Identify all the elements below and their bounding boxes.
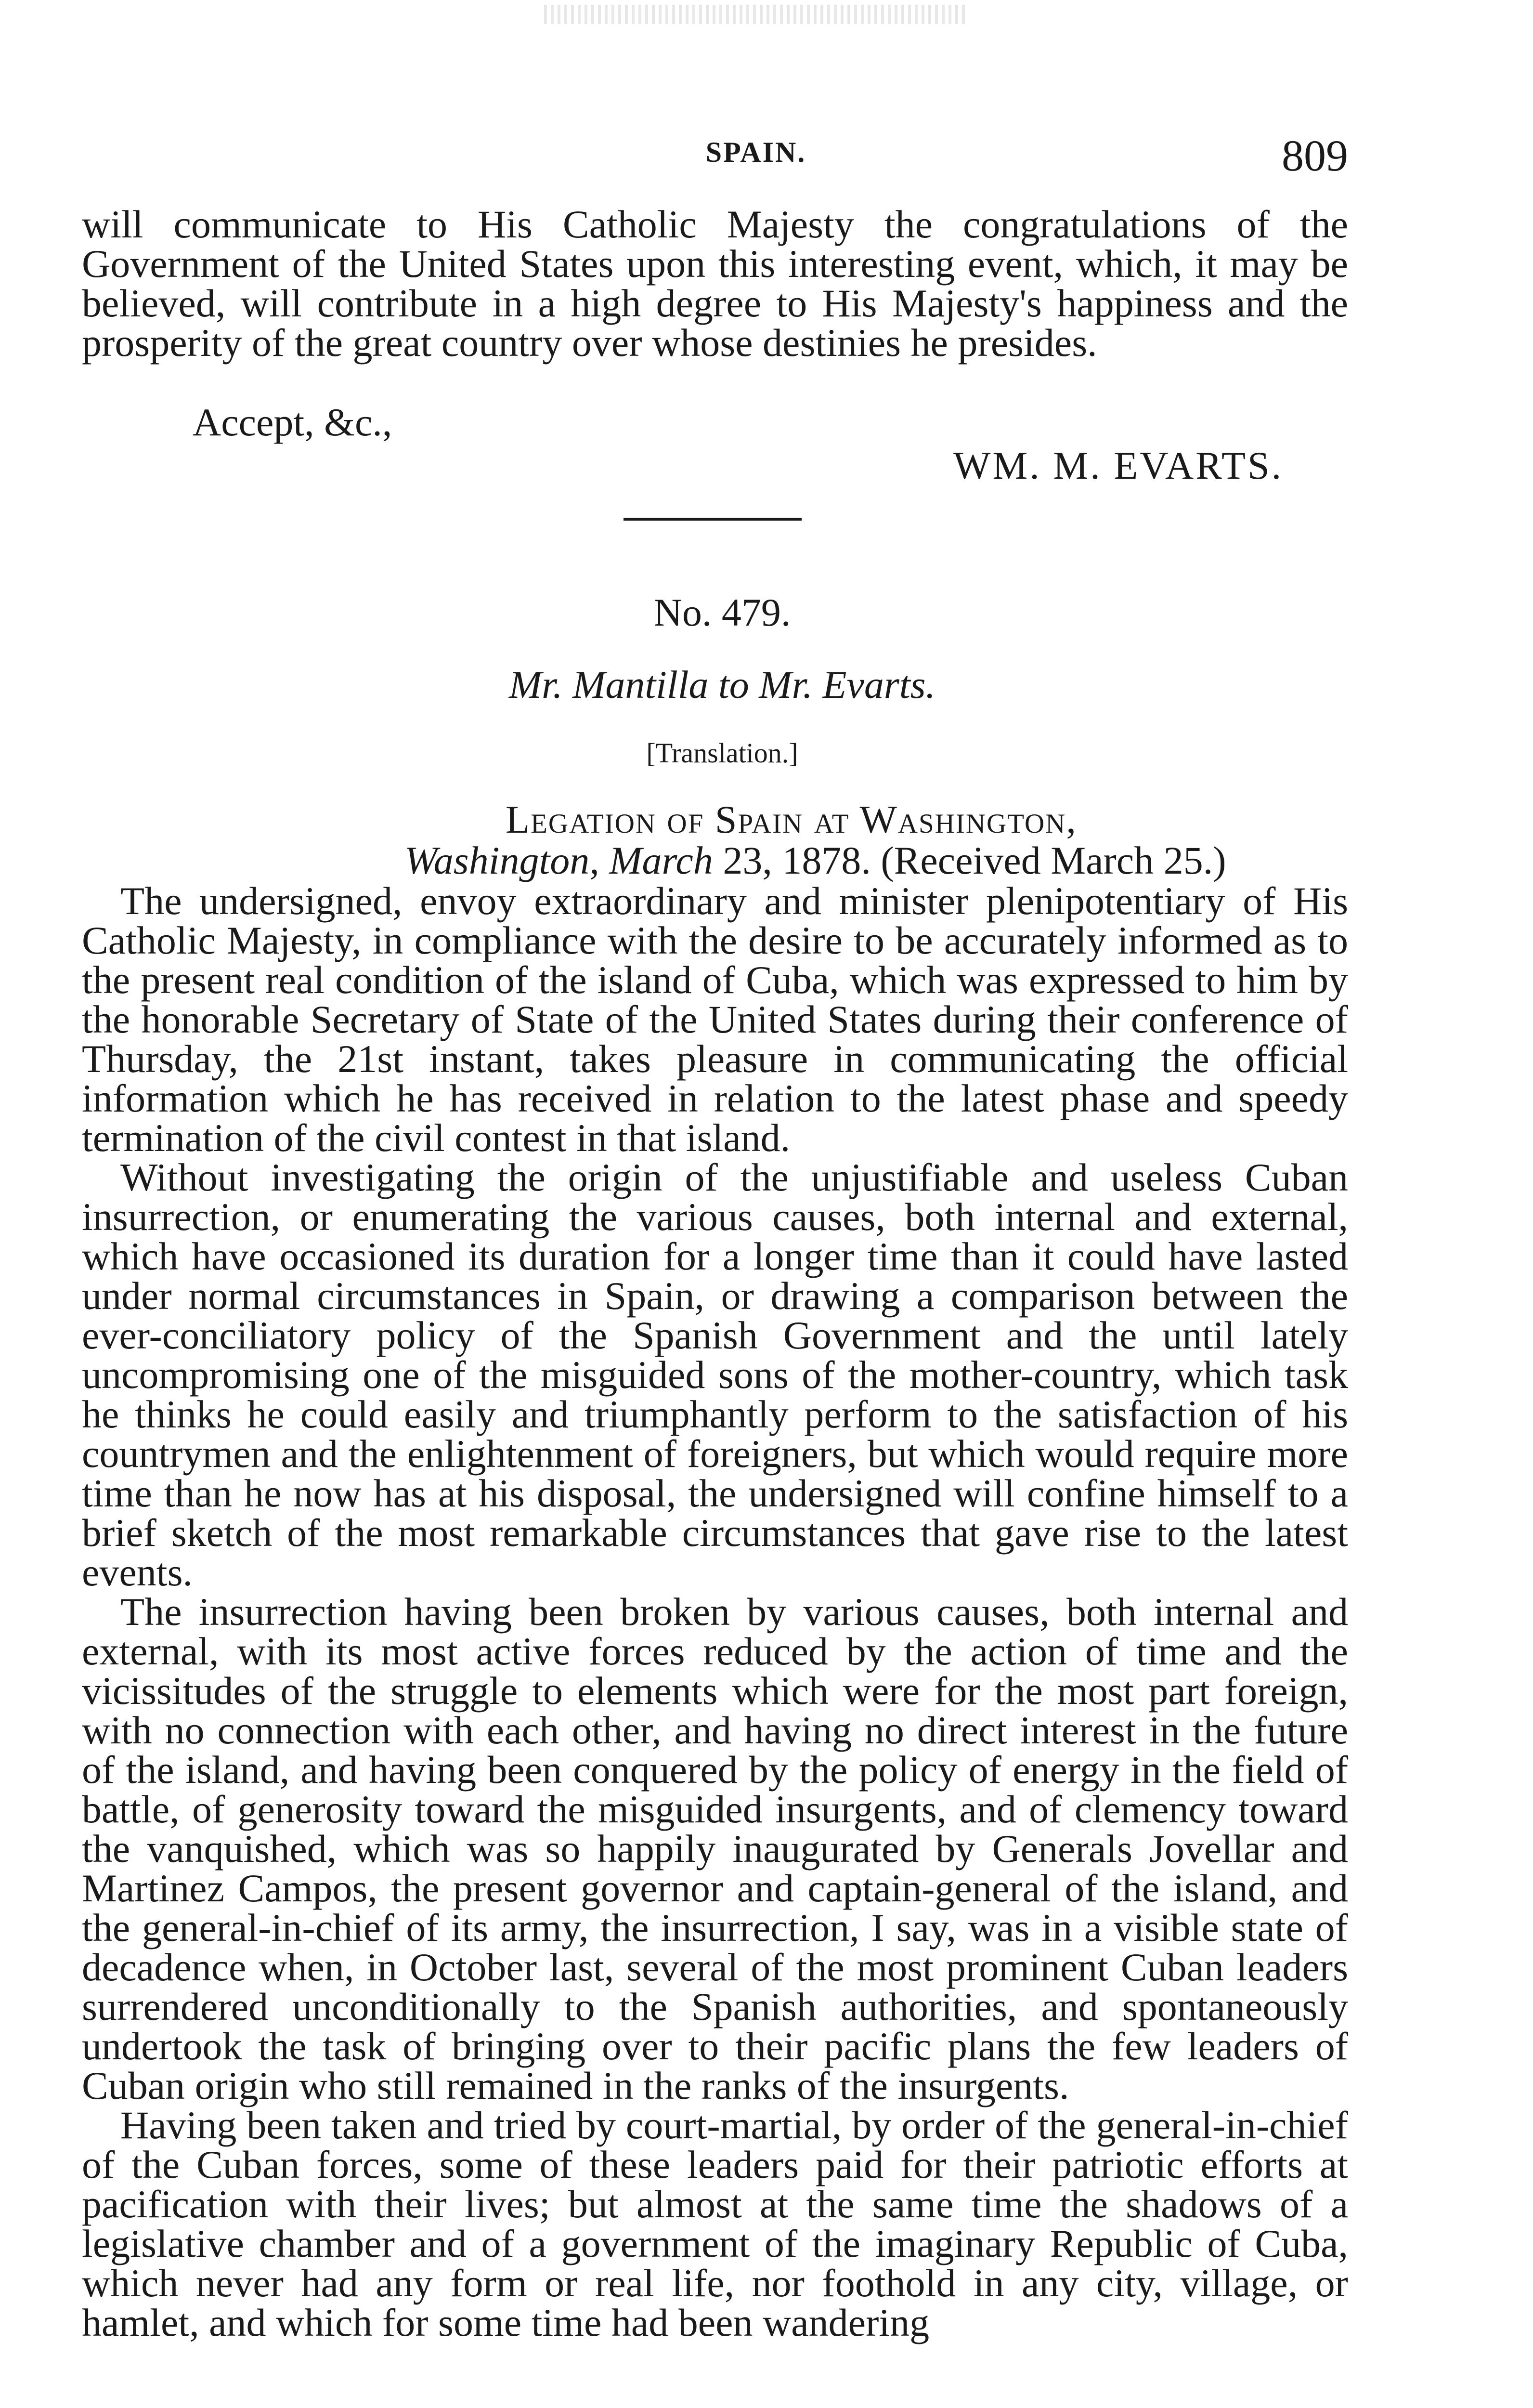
translation-note: [Translation.] (646, 737, 798, 769)
opening-block (82, 202, 1348, 365)
running-head: SPAIN. (705, 136, 806, 168)
body-paragraph: Having been taken and tried by court-martial, by order of the general-in-chief of the Cuban forces, some of these leaders paid for their patriotic efforts at pacification with their lives; but almost at the same time the shadows of a legislative chamber and of a government of the imaginary Republic of Cuba, which never had any form or real life, nor foothold in any city, village, or hamlet, and which for some time had been wandering (82, 2103, 1348, 2344)
body-paragraph: The undersigned, envoy extraordinary and minister plenipotentiary of His Catholic Majesty, in compliance with the desire to be accurately informed as to the present real condition of the island of Cuba, which was expressed to him by the honorable Secretary of State of the United States during their conference of Thursday, the 21st instant, takes pleasure in communicating the official information which he has received in relation to the latest phase and speedy termination of the civil contest in that island. (82, 879, 1348, 1160)
legation-line: Legation of Spain at Washington, (506, 798, 1077, 841)
body-paragraph: The insurrection having been broken by various causes, both internal and external, with its most active forces reduced by the action of time and the vicissitudes of the struggle to elements which were for the most part foreign, with no connection with each other, and having no direct interest in the future of the island, and having been conquered by the policy of energy in the field of battle, of generosity toward the misguided insurgents, and of clemency toward the vanquished, which was so happily inaugurated by Generals Jovellar and Martinez Campos, the present governor and captain-general of the island, and the general-in-chief of its army, the insurrection, I say, was in a visible state of decadence when, in October last, several of the most prominent Cuban leaders surrendered unconditionally to the Spanish authorities, and spontaneously undertook the task of bringing over to their pacific plans the few leaders of Cuban origin who still remained in the ranks of the insurgents. (82, 1590, 1348, 2107)
document-number: No. 479. (653, 590, 791, 634)
page-number: 809 (1282, 131, 1348, 180)
signature: WM. M. EVARTS. (953, 444, 1284, 487)
opening-paragraph: will communicate to His Catholic Majesty the congratulations of the Government of the United States upon this interesting event, which, it may be believed, will contribute in a high degree to His Majesty's happiness and the prosperity of the great country over whose destinies he presides. (82, 202, 1348, 365)
body-paragraph: Without investigating the origin of the unjustifiable and useless Cuban insurrection, or enumerating the various causes, both internal and external, which have occasioned its duration for a longer time than it could have lasted under normal circumstances in Spain, or drawing a comparison between the ever-conciliatory policy of the Spanish Government and the until lately uncompromising one of the misguided sons of the mother-country, which task he thinks he could easily and triumphantly perform to the satisfaction of his countrymen and the enlightenment of foreigners, but which would require more time than he now has at his disposal, the undersigned will confine himself to a brief sketch of the most remarkable circumstances that gave rise to the latest events. (82, 1155, 1348, 1594)
dateline (404, 838, 1226, 883)
scan-artifact (544, 5, 968, 24)
letter-body (82, 881, 1348, 2343)
closing-salutation: Accept, &c., (193, 400, 392, 444)
page-header (82, 130, 1348, 183)
dateline-date: 23, 1878. (Received March 25.) (713, 838, 1226, 882)
dateline-place: Washington, March (404, 838, 713, 882)
section-divider (624, 518, 802, 521)
document-heading: Mr. Mantilla to Mr. Evarts. (508, 663, 936, 707)
